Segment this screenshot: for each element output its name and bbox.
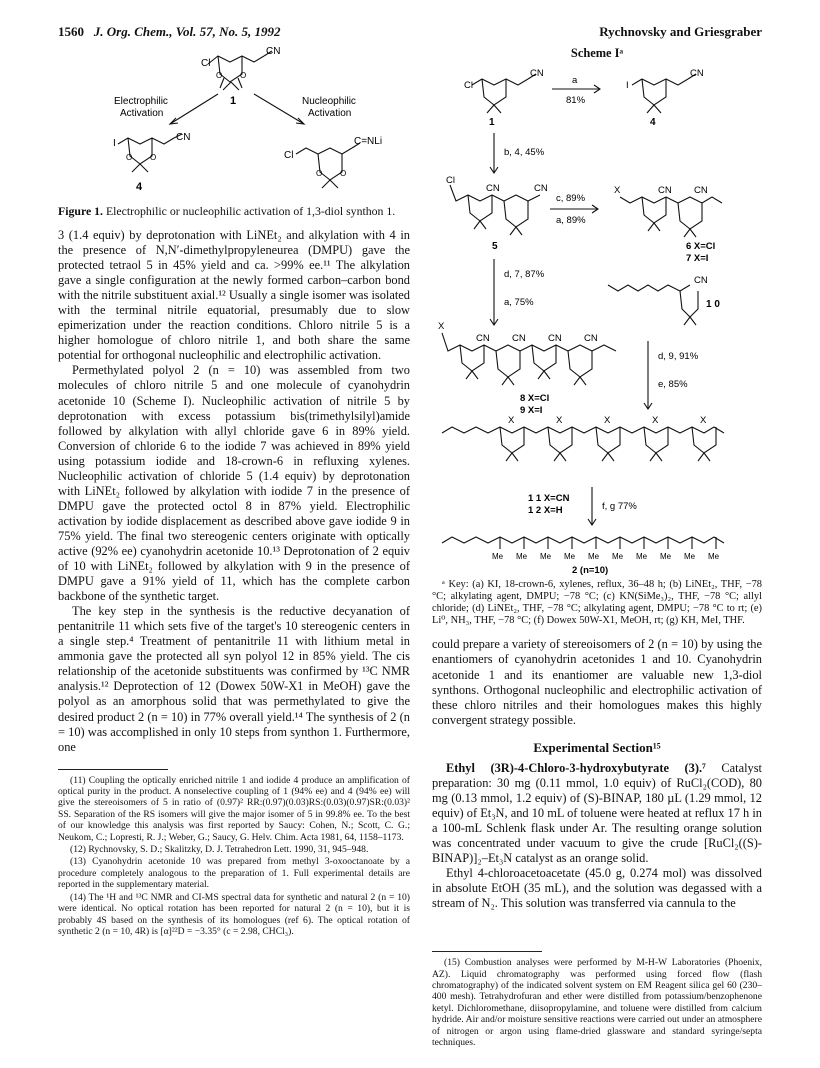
scheme-cn-label: CN — [694, 185, 708, 197]
scheme-reagent-fg: f, g 77% — [602, 501, 637, 513]
scheme-title: Scheme Iᵃ — [570, 46, 624, 60]
scheme-cn-label: CN — [690, 68, 704, 80]
scheme-reagent-c: c, 89% — [556, 193, 586, 205]
figure-1-caption — [58, 204, 410, 218]
scheme-cl-label: Cl — [446, 175, 455, 187]
scheme-cn-label: CN — [476, 333, 490, 345]
footnote-11: (11) Coupling the optically enriched nitrile 1 and iodide 4 produce an amplification of optical purity in the product. A nonselective coupling of 1 (94% ee) and 4 (94% ee) will give the stereoisomers of 5 in ratio of (0.97)² RR:(0.97)(0.03)RS:(0.03)(0.97)SR:(0.03)² SS. Separation of the RS isomers will give the major isomer of 5 in 99.8% ee. To the best of our knowledge this analysis was first reported by Saucy: Cohen, N.; Scott, C. G.; Neukom, C.; Lopresti, R. J.; Weber, G.; Saucy, G. Helv. Chim. Acta 1981, 64, 1158–1173. — [58, 774, 410, 843]
scheme-key: ᵃ Key: (a) KI, 18-crown-6, xylenes, reflux, 36–48 h; (b) LiNEt₂, THF, −78 °C; alkylating agent, DMPU; −78 °C; (c) KN(SiMe₃)₂, THF, −78 °C; allyl chloride; (d) LiNEt₂, THF, −78 °C; alkylating agent, DMPU; −78 °C to rt; (e) Li⁰, NH₃, THF, −78 °C; (f) Dowex 50W-X1, MeOH, rt; (g) KH, MeI, THF. — [432, 579, 762, 627]
footnote-rule — [432, 951, 542, 952]
fig1-compound-1: 1 — [230, 95, 237, 107]
scheme-x-label: X — [604, 415, 611, 427]
scheme-cn-label: CN — [534, 183, 548, 195]
scheme-methyl-label: Me — [660, 552, 672, 562]
scheme-compound-1: 1 — [489, 117, 495, 129]
scheme-yield-81: 81% — [566, 95, 586, 107]
scheme-compound-5: 5 — [492, 241, 498, 253]
page-number: 1560 — [58, 24, 84, 39]
fig1-o-label: O — [240, 71, 247, 80]
fig1-o-label: O — [150, 153, 157, 162]
scheme-cn-label: CN — [548, 333, 562, 345]
scheme-methyl-label: Me — [564, 552, 576, 562]
figure-1-diagram — [58, 46, 410, 202]
footnote-rule — [58, 769, 168, 770]
experimental-paragraph: Ethyl 4-chloroacetoacetate (45.0 g, 0.274 mol) was dissolved in absolute EtOH (35 mL), and the solution was degassed with a stream of N₂. This solution was transferred via cannula to the — [432, 866, 762, 911]
scheme-1-diagram — [432, 63, 762, 575]
scheme-methyl-label: Me — [684, 552, 696, 562]
fig1-o-label: O — [216, 71, 223, 80]
left-column — [58, 46, 410, 938]
scheme-cn-label: CN — [486, 183, 500, 195]
scheme-reagent-a75: a, 75% — [504, 297, 534, 309]
scheme-cn-label: CN — [694, 275, 708, 287]
scheme-reagent-d87: d, 7, 87% — [504, 269, 545, 281]
body-paragraph: The key step in the synthesis is the reductive decyanation of pentanitrile 11 which sets five of the target's 10 stereogenic centers in a single step.⁴ Treatment of pentanitrile 11 with lithium metal in ammonia gave the protected all syn polyol 12 in 85% yield. The cis relationship of the acetonide substituents was confirmed by ¹³C NMR analysis.¹² Deprotection of 12 (Dowex 50W-X1 in MeOH) gave the polyol as an amorphous solid that was permethylated to give the desired product 2 (n = 10) in 77% overall yield.¹⁴ The synthesis of 2 (n = 10) was accomplished in only 10 steps from synthon 1. Furthermore, one — [58, 604, 410, 754]
journal-citation: J. Org. Chem., Vol. 57, No. 5, 1992 — [93, 24, 281, 39]
scheme-compound-12: 1 2 X=H — [528, 505, 563, 517]
running-header-authors: Rychnovsky and Griesgraber — [599, 24, 762, 39]
fig1-nucleophilic-line2: Activation — [308, 108, 352, 119]
experimental-paragraph — [432, 761, 762, 866]
scheme-compound-9: 9 X=I — [520, 405, 543, 417]
scheme-iodo-label: I — [626, 80, 629, 92]
scheme-compound-7: 7 X=I — [686, 253, 709, 265]
footnote-12: (12) Rychnovsky, S. D.; Skalitzky, D. J. Tetrahedron Lett. 1990, 31, 945–948. — [70, 844, 369, 856]
footnote-14: (14) The ¹H and ¹³C NMR and CI-MS spectral data for synthetic and natural 2 (n = 10) were identical. No optical rotation has been reported for natural 2 (n = 10), but it is probably 4S based on the synthesis of its homologues (ref 6). The optical rotation of synthetic 2 (n = 10, 4R) is [α]²²D = −3.35° (c = 2.98, CHCl₃). — [58, 891, 410, 937]
scheme-cn-label: CN — [530, 68, 544, 80]
scheme-x-label: X — [508, 415, 515, 427]
fig1-electrophilic-line1: Electrophilic — [114, 96, 168, 107]
scheme-cn-label: CN — [512, 333, 526, 345]
running-header-left — [58, 24, 280, 40]
scheme-x-label: X — [614, 185, 621, 197]
scheme-cn-label: CN — [658, 185, 672, 197]
scheme-cl-label: Cl — [464, 80, 473, 92]
fig1-iodo-label: I — [113, 138, 116, 149]
fig1-electrophilic-line2: Activation — [120, 108, 164, 119]
scheme-x-label: X — [438, 321, 445, 333]
scheme-methyl-label: Me — [636, 552, 648, 562]
experimental-section-title: Experimental Section¹⁵ — [533, 739, 661, 755]
scheme-compound-4: 4 — [650, 117, 656, 129]
fig1-o-label: O — [126, 153, 133, 162]
body-paragraph: could prepare a variety of stereoisomers of 2 (n = 10) by using the enantiomers of cyanohydrin acetonides 1 and 10. Cyanohydrin acetonide 1 and its enantiomer are valuable new 1,3-diol synthons. Orthogonal nucleophilic and electrophilic activation of these chloro nitriles and their homologues makes this highly convergent strategy possible. — [432, 637, 762, 727]
scheme-x-label: X — [700, 415, 707, 427]
body-paragraph: Permethylated polyol 2 (n = 10) was assembled from two molecules of chloro nitrile 5 and one molecule of cyanohydrin acetonide 10 (Scheme I). Nucleophilic activation of nitrile 5 by deprotonation with excess potassium bis(trimethylsilyl)amide followed by alkylation with allyl chloride gave 6 in 89% yield. Conversion of chloride 6 to the iodide 7 was achieved in 89% yield using potassium iodide and 18-crown-6 in refluxing xylenes. Nucleophilic activation of chloride 5 (1.4 equiv) by deprotonation with LiNEt₂ followed by alkylation with iodide 7 in the presence of DMPU gave the protected octol 8 in 87% yield. Electrophilic activation by iodide displacement as described above gave iodide 9 in 75% yield. The final two stereogenic centers originate with optically active (92% ee) cyanohydrin acetonide 10.¹³ Deprotonation of 2 equiv of 10 with LiNEt₂ followed by alkylation with 9 in the presence of DMPU gave a 91% yield of 11, which has the complete carbon backbone of the synthetic target. — [58, 363, 410, 604]
scheme-reagent-a: a — [572, 75, 578, 87]
fig1-compound-4: 4 — [136, 181, 143, 193]
scheme-methyl-label: Me — [492, 552, 504, 562]
scheme-reagent-d91: d, 9, 91% — [658, 351, 699, 363]
scheme-reagent-b: b, 4, 45% — [504, 147, 545, 159]
scheme-methyl-label: Me — [540, 552, 552, 562]
scheme-compound-11: 1 1 X=CN — [528, 493, 570, 505]
scheme-methyl-label: Me — [588, 552, 600, 562]
fig1-nucleophilic-line1: Nucleophilic — [302, 96, 356, 107]
scheme-compound-10: 1 0 — [706, 299, 720, 311]
fig1-cl-label: Cl — [284, 150, 294, 161]
fig1-cn-label: CN — [176, 132, 191, 143]
scheme-reagent-a89: a, 89% — [556, 215, 586, 227]
scheme-methyl-label: Me — [516, 552, 528, 562]
scheme-x-label: X — [556, 415, 563, 427]
experimental-entry-text: Catalyst preparation: 30 mg (0.11 mmol, 1.0 equiv) of RuCl₂(COD), 80 mg (0.13 mmol, 1.2 equiv) of (S)-BINAP, 180 µL (1.29 mmol, 12 equiv) of Et₃N, and 10 mL of toluene were heated at reflux 17 h in a 100-mL Schlenk flask under Ar. The resulting orange solution was concentrated under vacuum to give the crude [RuCl₂((S)-BINAP)]₂–Et₃N catalyst as an orange solid. — [432, 760, 762, 866]
scheme-compound-6: 6 X=Cl — [686, 241, 716, 253]
right-column — [432, 46, 762, 1049]
scheme-compound-2: 2 (n=10) — [572, 565, 609, 576]
scheme-compound-8: 8 X=Cl — [520, 393, 550, 405]
fig1-cl-label: Cl — [201, 58, 211, 69]
fig1-cnli-label: C=NLi — [354, 136, 383, 147]
experimental-entry-heading: Ethyl (3R)-4-Chloro-3-hydroxybutyrate (3).⁷ — [446, 760, 706, 775]
body-paragraph: 3 (1.4 equiv) by deprotonation with LiNEt₂ and alkylation with 4 in the presence of N,N′-dimethylpropyleneurea (DMPU) gave the protected tetraol 5 in 45% yield and ca. >99% ee.¹¹ The alkylation gave a single configuration at the newly formed carbon–carbon bond with the nitrile substituent axial.¹² Usually a single isomer was isolated with the terminal nitrile equatorial, presumably due to slow epimerization under the reaction conditions. Chloro nitrile 5 is a higher homologue of chloro nitrile 1, and both share the same potential for orthogonal nucleophilic and electrophilic activation. — [58, 228, 410, 363]
scheme-methyl-label: Me — [612, 552, 624, 562]
scheme-cn-label: CN — [584, 333, 598, 345]
figure-1-caption-label: Figure 1. — [58, 204, 103, 218]
fig1-o-label: O — [340, 169, 347, 178]
scheme-reagent-e85: e, 85% — [658, 379, 688, 391]
fig1-o-label: O — [316, 169, 323, 178]
fig1-cn-label: CN — [266, 46, 281, 57]
scheme-x-label: X — [652, 415, 659, 427]
footnote-15: (15) Combustion analyses were performed by M-H-W Laboratories (Phoenix, AZ). Liquid chromatography was performed using forced flow (flash chromatography) of the indicated solvent system on EM Reagent silica gel 60 (230–400 mesh). Tetrahydrofuran and ether were distilled from potassium/benzophenone ketyl. Dichloromethane, diisopropylamine, and toluene were distilled from calcium hydride. Air and/or moisture sensitive reactions were carried out under an atmosphere of nitrogen or argon using flame-dried glassware and standard syringe/septa techniques. — [432, 957, 762, 1049]
footnote-13: (13) Cyanohydrin acetonide 10 was prepared from methyl 3-oxooctanoate by a procedure completely analogous to the preparation of 1. Full experimental details are reported in the supplementary material. — [58, 856, 410, 891]
figure-1-caption-text: Electrophilic or nucleophilic activation of 1,3-diol synthon 1. — [105, 204, 396, 218]
scheme-methyl-label: Me — [708, 552, 720, 562]
